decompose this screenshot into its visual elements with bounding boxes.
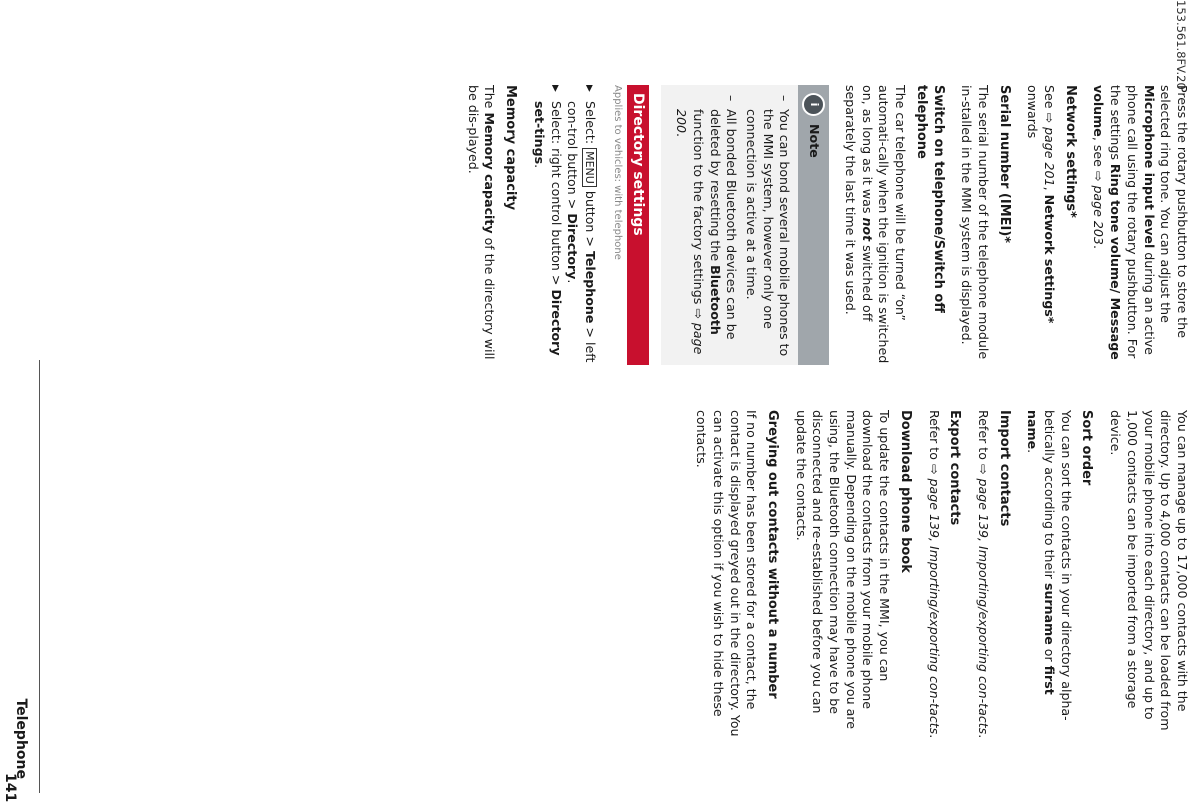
applies-to-label: Applies to vehicles: with telephone [611,85,623,260]
bold-term: Directory set-tings [531,101,564,356]
text: or [1042,644,1058,666]
text: . [674,133,690,138]
running-header: Telephone [13,698,29,779]
intro-paragraph [1090,85,1190,365]
text: . [565,279,581,284]
section-title-bar: Directory settings [627,85,650,365]
text: Refer to ⇨ [926,410,942,479]
greying-heading: Greying out contacts without a number [764,410,780,699]
emphasis: not [859,217,875,242]
page-link[interactable]: page 203 [1091,185,1107,245]
switch-heading: Switch on telephone/Switch off telephone [913,85,946,313]
import-paragraph [974,410,991,740]
text: Press the rotary pushbutton to store the selected ring tone. You can adjust the [1158,85,1190,338]
note-header [798,85,829,365]
sort-paragraph [1024,410,1074,740]
left-column [452,85,1190,365]
bold-term: Telephone [583,250,599,324]
page-link[interactable]: page 201 [1042,127,1058,187]
export-heading: Export contacts [947,410,963,526]
text: The [482,85,498,113]
text: Refer to ⇨ [975,410,991,479]
text: All bonded Bluetooth devices can be deleted by resetting the [707,109,740,340]
page-link[interactable]: page 200 [674,109,706,355]
text: . [1025,449,1041,454]
text: The car telephone will be turned “on” automati-cally when the ignition is switched on, as long as it was [859,85,909,364]
step-item [530,85,563,365]
text: > left con-trol button > [565,101,599,363]
note-title: Note [807,124,823,158]
text: of the directory will be dis-played. [465,85,498,360]
greying-paragraph: If no number has been stored for a contact, the contact is displayed greyed out in the directory. You can activate this option if you wish to hide these contacts. [694,410,760,737]
network-heading: Network settings* [1062,85,1078,218]
text: , see ⇨ [1091,136,1107,186]
document-code: 153.561.8FV.20 [1174,0,1188,90]
serial-heading: Serial number (IMEI)* [996,85,1012,244]
step-list [530,85,598,365]
switch-paragraph [841,85,908,365]
page-number: 141 [2,773,18,802]
text: during an active phone call using the rotary pushbutton. For the settings [1108,85,1157,359]
sort-heading: Sort order [1079,410,1095,486]
note-item: – You can bond several mobile phones to the MMI system, however only one connection is active at a time. [742,93,792,357]
bold-term: Microphone input level [1141,85,1157,249]
memory-heading: Memory capacity [503,85,519,211]
download-heading: Download phone book [897,410,913,573]
text: You can sort the contacts in your directory alpha-betically according to their [1042,410,1074,721]
header-rule [39,360,40,793]
note-box [661,85,829,365]
export-paragraph [925,410,942,740]
step-item [564,85,598,365]
text: onwards [1025,85,1041,139]
text: Select: [583,101,599,149]
text: . [1091,244,1107,249]
text: See ⇨ [1042,85,1058,128]
memory-paragraph [464,85,497,365]
serial-paragraph: The serial number of the telephone module in-stalled in the MMI system is displayed. [959,85,991,360]
bold-term: surname [1042,582,1058,645]
text: function to the factory settings ⇨ [690,109,706,323]
directory-intro: You can manage up to 17,000 contacts with the directory. Up to 4,000 contacts can be loaded from your mobile phone into each directory, and up to 1,000 contacts can be imported from a storage device. [1108,410,1190,731]
page-link[interactable]: page 139, Importing/exporting con-tacts [926,478,942,735]
text: . [975,734,991,739]
import-heading: Import contacts [996,410,1012,527]
right-column [680,410,1190,740]
bold-term: Ring tone volume/ Message volume [1091,85,1124,360]
bold-term: Network settings* [1042,194,1058,324]
bold-term: Directory [565,213,581,280]
text: , [1042,186,1058,195]
bold-term: Memory capacity [482,112,498,234]
page-link[interactable]: page 139, Importing/exporting con-tacts [975,478,991,735]
network-paragraph [1024,85,1057,365]
bold-term: Bluetooth [707,265,723,335]
note-item [672,93,739,357]
info-icon: i [802,93,825,116]
download-paragraph: To update the contacts in the MMI, you can download the contacts from your mobile phone manually. Depending on the mobile phone you are using, the Bluetooth connection may have to be disconnected and re-established before you can update the contacts. [793,410,893,729]
text: . [531,164,547,169]
text: switched off separately the last time it was used. [843,85,875,322]
bold-term: first name [1025,410,1058,695]
text: Select: right control button > [548,101,564,290]
text: button > [583,186,599,251]
note-body [661,85,798,365]
menu-key: MENU [582,148,597,187]
text: . [926,734,942,739]
